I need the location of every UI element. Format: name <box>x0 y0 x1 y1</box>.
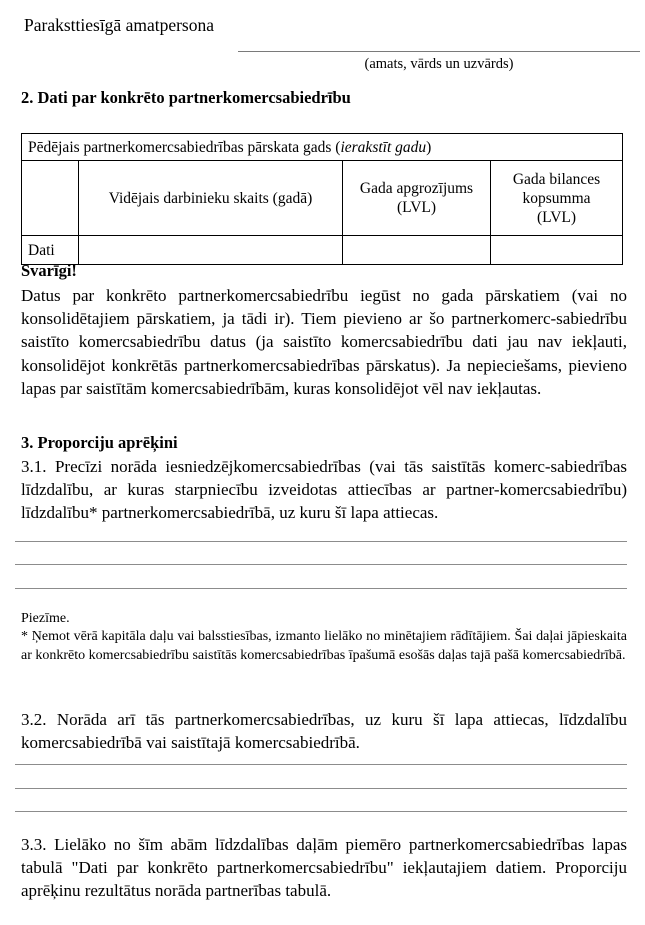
important-heading: Svarīgi! <box>21 261 77 280</box>
note-paragraph: * Ņemot vērā kapitāla daļu vai balsstiesības, izmanto lielāko no minētajiem rādītājiem. Šai daļai jāpieskaita ar konkrēto komercsabiedrību saistītās komercsabiedrības īpašumā esošās daļas tajā pašā komercsabiedrībā. <box>21 629 627 663</box>
header-balance-line3: (LVL) <box>536 208 577 226</box>
table-title-close: ) <box>426 138 432 156</box>
table-title-plain: Pēdējais partnerkomercsabiedrības pārskata gads ( <box>28 138 341 156</box>
signature-label: Paraksttiesīgā amatpersona <box>24 15 215 35</box>
item-3-1-paragraph: 3.1. Precīzi norāda iesniedzējkomercsabiedrības (vai tās saistītās komerc-sabiedrības līdzdalību, ar kuras starpniecību izveidotas attiecības ar partner-komercsabiedrību) līdzdalību* partnerkomercsabiedrībā, uz kuru šī lapa attiecas. <box>21 457 627 523</box>
item-3-2-paragraph: 3.2. Norāda arī tās partnerkomercsabiedrības, uz kuru šī lapa attiecas, līdzdalību komercsabiedrībā vai saistītajā komercsabiedrībā. <box>21 710 627 753</box>
header-cell-avg-employees: Vidējais darbinieku skaits (gadā) <box>79 161 343 236</box>
blank-fill-line[interactable] <box>15 788 627 789</box>
table-row <box>22 236 623 265</box>
important-paragraph: Datus par konkrēto partnerkomercsabiedrību iegūst no gada pārskatiem (vai no konsolidētajiem pārskatiem, ja tādi ir). Tiem pievieno ar šo partnerkomerc-sabiedrību saistīto komercsabiedrību datus (ja saistīto komercsabiedrību dati jau nav iekļauti, konsolidējot konkrētās partnerkomercsabiedrības pārskatus). Ja nepieciešams, pievieno lapas par saistītām komercsabiedrībām, kuras konsolidējot vēl nav iekļautas. <box>21 286 627 398</box>
data-cell-avg-employees[interactable] <box>79 236 343 265</box>
item-3-3-paragraph: 3.3. Lielāko no šīm abām līdzdalības daļām piemēro partnerkomercsabiedrības lapas tabulā "Dati par konkrēto partnerkomercsabiedrību" iekļautajiem datiem. Proporciju aprēķinu rezultātus norāda partnerības tabulā. <box>21 835 627 901</box>
data-cell-balance-total[interactable] <box>491 236 623 265</box>
signature-caption: (amats, vārds un uzvārds) <box>364 56 514 72</box>
blank-fill-line[interactable] <box>15 588 627 589</box>
note-heading: Piezīme. <box>21 611 70 626</box>
blank-fill-line[interactable] <box>15 564 627 565</box>
table-title-italic: ierakstīt gadu <box>340 138 427 156</box>
section-3-heading: 3. Proporciju aprēķini <box>21 433 178 452</box>
header-cell-balance-total <box>491 161 623 236</box>
header-turnover-line2: (LVL) <box>396 199 437 216</box>
row-label-dati: Dati <box>22 236 79 265</box>
signature-block <box>0 14 645 70</box>
partner-company-data-table <box>21 133 623 265</box>
blank-fill-line[interactable] <box>15 811 627 812</box>
header-cell-turnover <box>343 161 491 236</box>
table-row <box>22 134 623 161</box>
data-cell-turnover[interactable] <box>343 236 491 265</box>
blank-fill-line[interactable] <box>15 764 627 765</box>
header-balance-line2: kopsumma <box>522 189 591 207</box>
table-row <box>22 161 623 236</box>
header-balance-line1: Gada bilances <box>512 170 601 188</box>
section-2-heading: 2. Dati par konkrēto partnerkomercsabiedrību <box>21 88 351 107</box>
table-title-cell <box>22 134 623 161</box>
header-cell-empty <box>22 161 79 236</box>
blank-fill-line[interactable] <box>15 541 627 542</box>
header-turnover-line1: Gada apgrozījums <box>359 180 474 197</box>
signature-fill-line[interactable] <box>238 51 640 52</box>
